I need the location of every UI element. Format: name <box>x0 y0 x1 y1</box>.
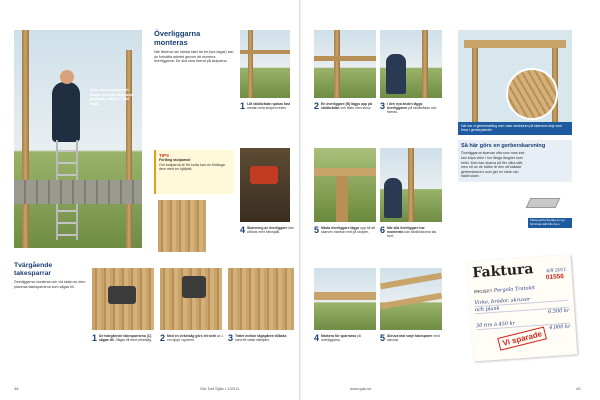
step-text: med ett vasst stämjärn. <box>235 338 271 343</box>
project-label: PROJEKT: <box>473 287 494 295</box>
step-number: 1 <box>92 333 98 343</box>
bottom-step-5 <box>380 334 442 343</box>
box-title: Så här görs en gerberskarvning <box>461 143 546 149</box>
invoice-row-1: Virke, brädor, skruvar <box>474 294 568 308</box>
invoice <box>467 254 578 361</box>
step-lead: När alla överliggare har monterats <box>387 226 425 235</box>
hardware-caption: Fästa gerberbeslag av typ förzinkat stål från dem. <box>530 218 565 226</box>
hardware-caption-box <box>528 218 572 228</box>
invoice-stamp: Vi sparade <box>497 326 547 350</box>
step-number: 6 <box>380 225 386 235</box>
step-lead: Låt stödbrädan spikas fast <box>247 102 290 106</box>
invoice-amount-1: 6.500 kr <box>547 307 570 316</box>
box-text: Överliggarna skarvas ofta som man inte kan köpa virke i hur långa längder som helst. Man kan skarva på fler olika sätt, men ett av de bättre är den så kallade gerberskarven som ger en stark och stabil skarv. <box>461 151 525 179</box>
step-text: och fästs med skruv. <box>340 106 372 111</box>
stone-wall <box>14 180 142 204</box>
invoice-title: Faktura <box>471 261 534 282</box>
bottom-step-1 <box>92 334 156 343</box>
callout-text: Här har vi gerberkakling som visar strukturen på skarvens linje som finns i gerberpaketet. <box>461 124 563 133</box>
step-4 <box>240 226 296 235</box>
bottom-photo-5 <box>380 268 442 330</box>
invoice-number: 01556 <box>545 273 565 282</box>
pergola-post <box>22 30 29 248</box>
step-1 <box>240 102 296 111</box>
invoice-amount-2: 4.000 kr <box>548 323 571 332</box>
step-photo-2 <box>314 30 376 98</box>
step-lead: Markera för sparrarna <box>321 334 357 338</box>
step-2 <box>314 102 376 111</box>
step-text: på överliggarna. <box>321 334 361 343</box>
page-gutter <box>299 0 301 400</box>
step-text: medan hela stolpen reses. <box>247 106 287 111</box>
step-number: 3 <box>228 333 234 343</box>
section-text: Överliggarna monteras och vid sidan av dem placeras takesparrarna som sågas till. <box>14 280 86 289</box>
footer-right: www.gds.se <box>350 386 372 391</box>
step-text: kan stödbrädorna tas bort. <box>387 230 437 239</box>
step-text: med skruvar. <box>387 334 440 343</box>
hero-photo-man-on-ladder <box>14 30 142 248</box>
person-silhouette <box>52 82 80 142</box>
intro-title: Överliggarna monteras <box>154 29 201 47</box>
step-lead: De tvärgående takesparrarna (C) sågas till. <box>99 334 152 343</box>
step-text: Sågas till med cirkelsåg. <box>115 338 152 343</box>
step-number: 3 <box>380 101 386 111</box>
step-lead: En överliggare (B) läggs upp på stödbrädan <box>321 102 373 111</box>
step-lead: I den nya änden läggs överliggaren <box>387 102 423 111</box>
tip-photo-post-joint <box>158 200 206 252</box>
step-text: upp så att skarven hamnar mitt på stolpen. <box>321 226 376 235</box>
tip-box <box>154 150 234 194</box>
step-number: 4 <box>314 333 320 343</box>
callout-box <box>458 122 572 135</box>
step-6 <box>380 226 442 239</box>
step-lead: Skruva fast varje takesparre <box>387 334 433 338</box>
page-number-right: 49 <box>576 386 581 391</box>
step-text: kan utföras med bleckplåt. <box>247 226 294 235</box>
bottom-step-2 <box>160 334 224 343</box>
step-photo-3 <box>380 30 442 98</box>
tip-text: Om stolparna är för korta kan du förlänga dem med en hjälpbit. <box>159 162 225 172</box>
step-text: på stödbrädan och fixeras. <box>387 106 437 115</box>
step-number: 5 <box>314 225 320 235</box>
step-number: 2 <box>314 101 320 111</box>
bottom-photo-4 <box>314 268 376 330</box>
pergola-post <box>126 50 132 248</box>
bottom-step-3 <box>228 334 294 343</box>
intro-column <box>154 30 236 64</box>
step-lead: Med en cirkelsåg görs ett snitt <box>167 334 216 338</box>
bottom-photo-3 <box>228 268 294 330</box>
step-lead: Trätet mellan sågspåren tillbaks <box>235 334 287 338</box>
bottom-photo-2 <box>160 268 222 330</box>
step-number: 1 <box>240 101 246 111</box>
step-3 <box>380 102 442 115</box>
step-photo-4 <box>240 148 290 222</box>
step-number: 4 <box>240 225 246 235</box>
step-lead: Skarvning av överliggare <box>247 226 288 230</box>
tip-subtitle: Förlång stolparna! <box>159 158 191 162</box>
step-number: 5 <box>380 333 386 343</box>
intro-text: När fästena har härdat klart tar tre-fyra dagar) kan du fortsätta arbetet genom att montera överliggarna. De ska vara fixerat på stolparna. <box>154 50 234 64</box>
footer-left: Gör Det Själv • 1/2011 <box>200 386 240 391</box>
invoice-hours: 30 tim à 450 kr <box>476 317 570 331</box>
step-photo-1 <box>240 30 290 98</box>
step-photo-6 <box>380 148 442 222</box>
gerber-hardware-icon <box>528 192 566 216</box>
photo-caption: Hela arbetsmomentet börjar med att stolparna placeras, ställ in i rätt höjd. <box>90 88 134 106</box>
invoice-row-2: och plank <box>475 301 569 315</box>
gerber-joint-diagram <box>458 30 572 134</box>
bottom-photo-1 <box>92 268 154 330</box>
page-number-left: 48 <box>14 386 19 391</box>
project-name: Pergola Tratolet <box>493 285 536 294</box>
bottom-step-4 <box>314 334 376 343</box>
person-head <box>60 70 74 84</box>
step-number: 2 <box>160 333 166 343</box>
section-title: Tvärgående takesparrar <box>14 262 53 277</box>
tip-title: TIPS <box>159 153 170 158</box>
gerber-section <box>458 140 572 182</box>
section-tvargaende <box>14 262 86 289</box>
invoice-date: 6/9 2011 <box>546 267 567 275</box>
step-text: ca 1 cm djupt i sparren. <box>167 334 224 343</box>
step-5 <box>314 226 376 235</box>
step-lead: Nästa överliggare läggs <box>321 226 360 230</box>
step-photo-5 <box>314 148 376 222</box>
